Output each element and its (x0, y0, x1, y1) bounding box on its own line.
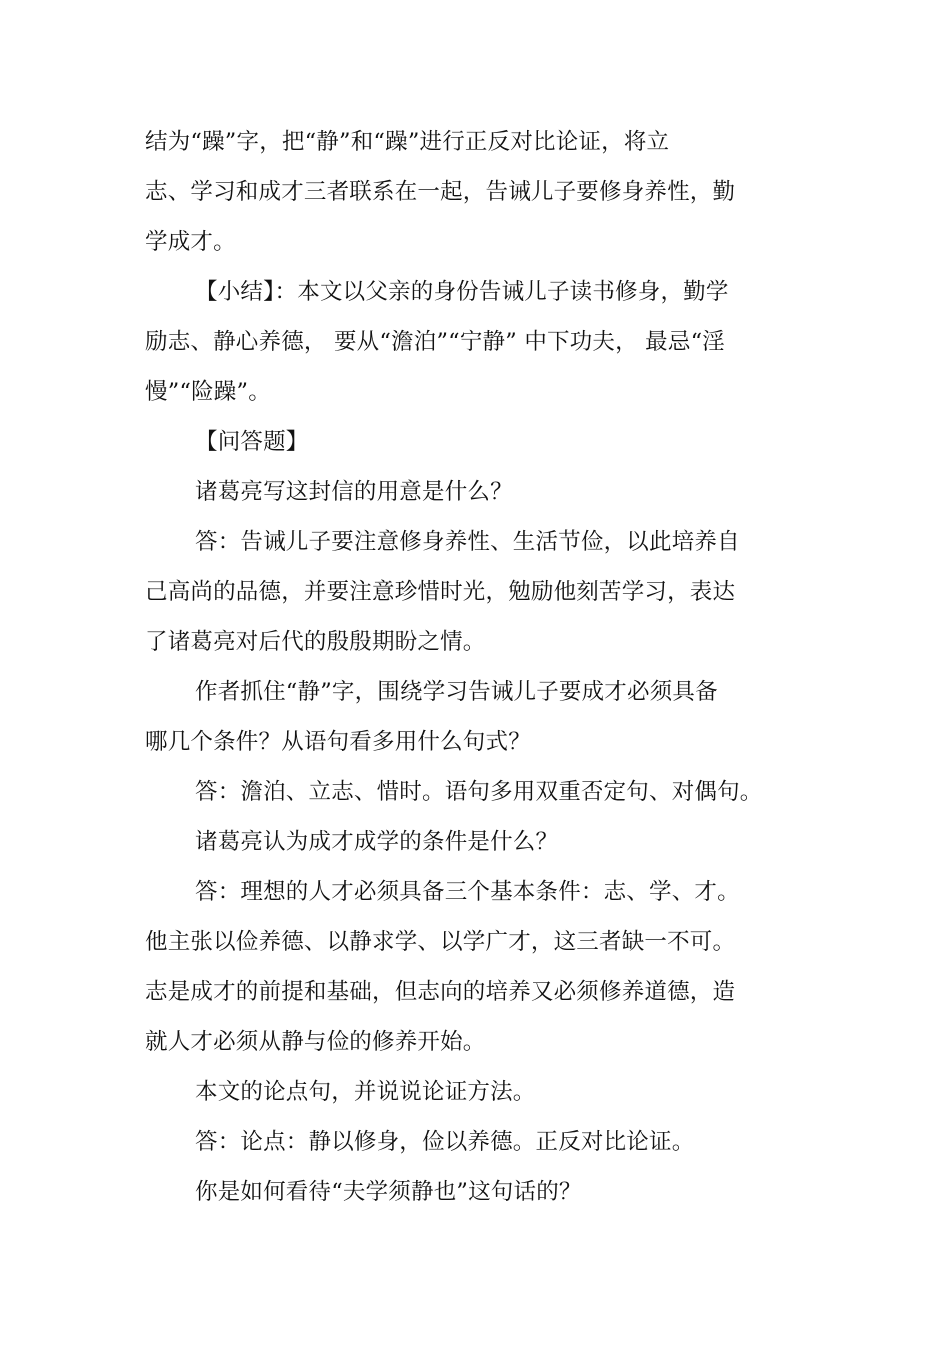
question-line: 作者抓住“静”字，围绕学习告诫儿子要成才必须具备 (195, 679, 718, 705)
question-line: 本文的论点句，并说说论证方法。 (195, 1079, 536, 1105)
answer-line: 答：理想的人才必须具备三个基本条件：志、学、才。 (195, 879, 740, 905)
text-line: 励志、静心养德， 要从“澹泊”“宁静” 中下功夫， 最忌“淫 (145, 329, 725, 355)
answer-line: 答：告诫儿子要注意修身养性、生活节俭，以此培养自 (195, 529, 740, 555)
answer-line: 答：论点：静以修身，俭以养德。正反对比论证。 (195, 1129, 695, 1155)
question-line: 诸葛亮认为成才成学的条件是什么？ (195, 829, 559, 855)
text-line: 了诸葛亮对后代的殷殷期盼之情。 (145, 629, 486, 655)
text-line: 志是成才的前提和基础，但志向的培养又必须修养道德，造 (145, 979, 736, 1005)
text-line: 就人才必须从静与俭的修养开始。 (145, 1029, 486, 1055)
text-line: 结为“躁”字，把“静”和“躁”进行正反对比论证，将立 (145, 129, 670, 155)
answer-line: 答：澹泊、立志、惜时。语句多用双重否定句、对偶句。 (195, 779, 763, 805)
text-line: 志、学习和成才三者联系在一起，告诫儿子要修身养性，勤 (145, 179, 736, 205)
text-line: 慢”“险躁”。 (145, 379, 271, 405)
question-line: 你是如何看待“夫学须静也”这句话的？ (195, 1179, 582, 1205)
text-line: 哪几个条件？从语句看多用什么句式？ (145, 729, 531, 755)
text-line: 学成才。 (145, 229, 236, 255)
section-heading: 【问答题】 (195, 429, 309, 455)
text-line: 己高尚的品德，并要注意珍惜时光，勉励他刻苦学习，表达 (145, 579, 736, 605)
summary-heading-line: 【小结】：本文以父亲的身份告诫儿子读书修身，勤学 (195, 279, 729, 305)
text-line: 他主张以俭养德、以静求学、以学广才，这三者缺一不可。 (145, 929, 736, 955)
question-line: 诸葛亮写这封信的用意是什么？ (195, 479, 513, 505)
